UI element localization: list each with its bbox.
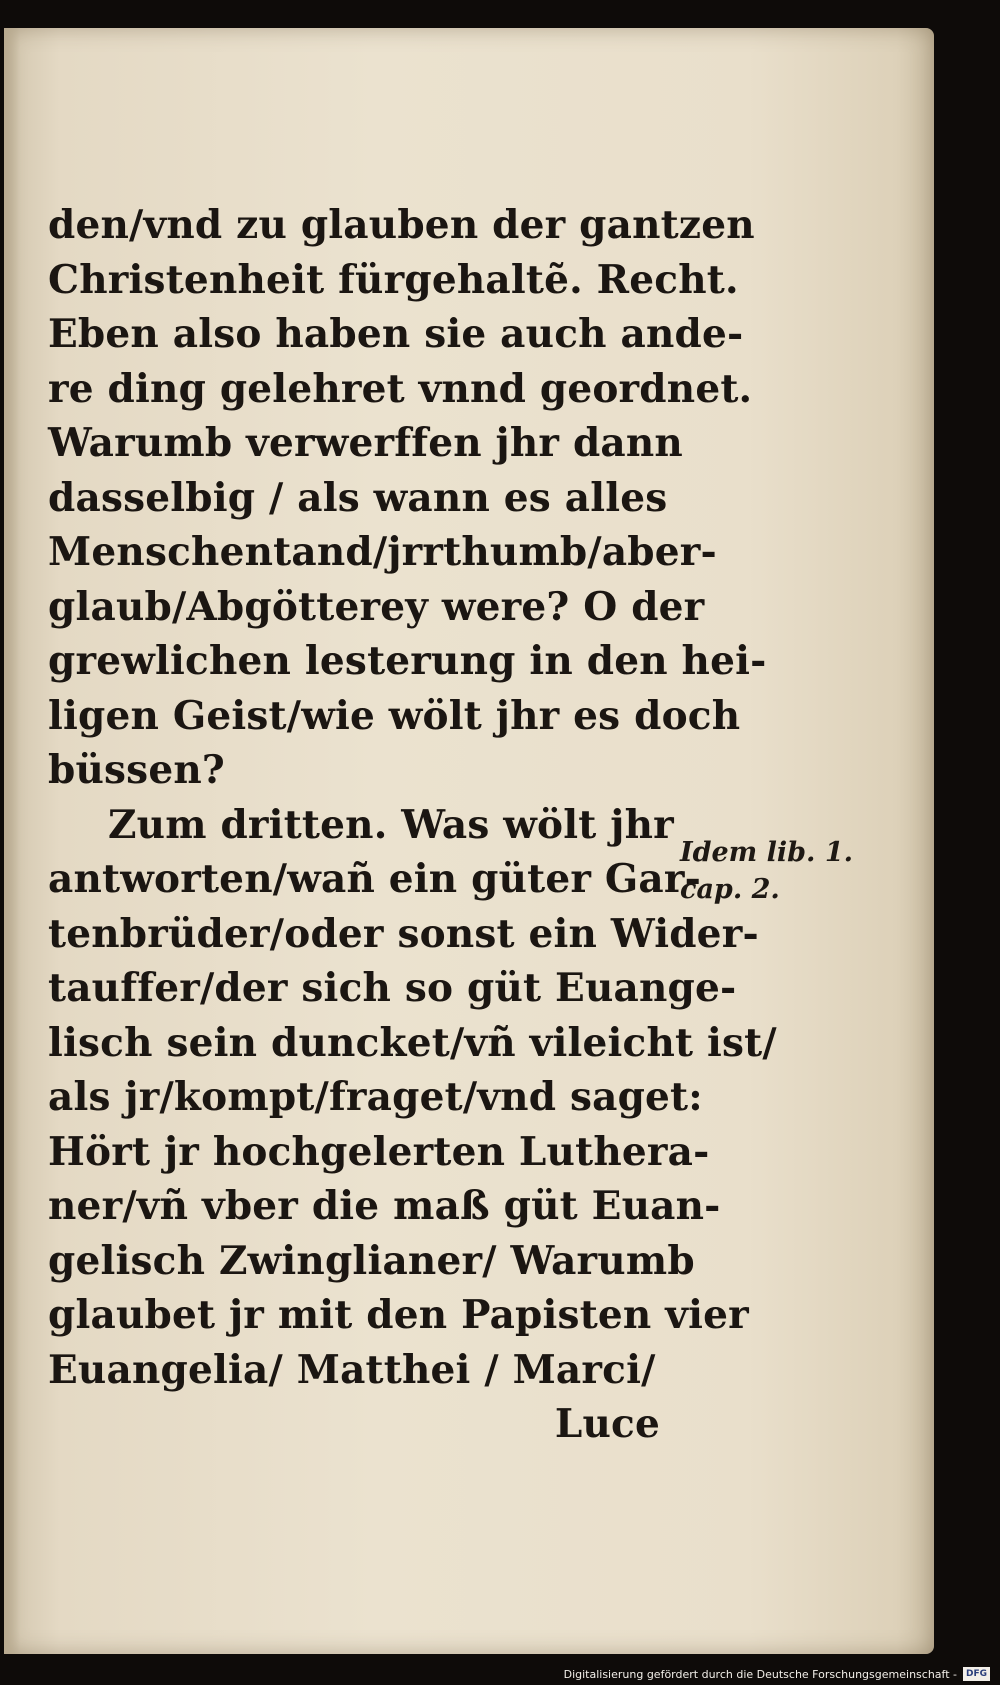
text-line: glaub/Abgötterey were? O der	[48, 583, 705, 630]
paragraph-start-line: Zum dritten. Was wölt jhr	[108, 801, 674, 848]
margin-note-line: Idem lib. 1.	[680, 837, 854, 868]
text-line: dasselbig / als wann es alles	[48, 474, 668, 521]
text-line: Eben also haben sie auch ande-	[48, 311, 744, 357]
text-line: als jr/kompt/fraget/vnd saget:	[48, 1074, 703, 1120]
dfg-logo: DFG	[963, 1667, 990, 1681]
digitization-footer	[564, 1664, 990, 1684]
text-line: Warumb verwerffen jhr dann	[48, 420, 683, 466]
text-line: glaubet jr mit den Papisten vier	[48, 1292, 749, 1338]
footer-credit-text: Digitalisierung gefördert durch die Deutsche Forschungsgemeinschaft -	[563, 1667, 957, 1681]
text-line: tauffer/der sich so güt Euange-	[48, 965, 737, 1011]
text-line: Christenheit fürgehaltẽ. Recht.	[48, 256, 739, 303]
text-line: den/vnd zu glauben der gantzen	[48, 202, 755, 248]
text-line: Hört jr hochgelerten Luthera-	[48, 1128, 710, 1175]
catchword: Luce	[554, 1401, 660, 1447]
text-line: büssen?	[48, 747, 225, 793]
text-line: tenbrüder/oder sonst ein Wider-	[48, 910, 759, 957]
margin-note	[680, 834, 853, 908]
text-line: ner/vñ vber die maß güt Euan-	[48, 1183, 721, 1229]
text-line: antworten/wañ ein güter Gar-	[48, 856, 702, 902]
text-line: ligen Geist/wie wölt jhr es doch	[48, 692, 741, 739]
text-line: grewlichen lesterung in den hei-	[48, 638, 767, 684]
text-line: re ding gelehret vnnd geordnet.	[48, 365, 753, 412]
margin-note-line: cap. 2.	[680, 874, 780, 905]
text-line: gelisch Zwinglianer/ Warumb	[48, 1237, 695, 1284]
text-line: Euangelia/ Matthei / Marci/	[48, 1346, 656, 1393]
text-line: lisch sein duncket/vñ vileicht ist/	[48, 1019, 777, 1066]
text-line: Menschentand/jrrthumb/aber-	[48, 529, 717, 575]
book-page	[4, 28, 934, 1654]
